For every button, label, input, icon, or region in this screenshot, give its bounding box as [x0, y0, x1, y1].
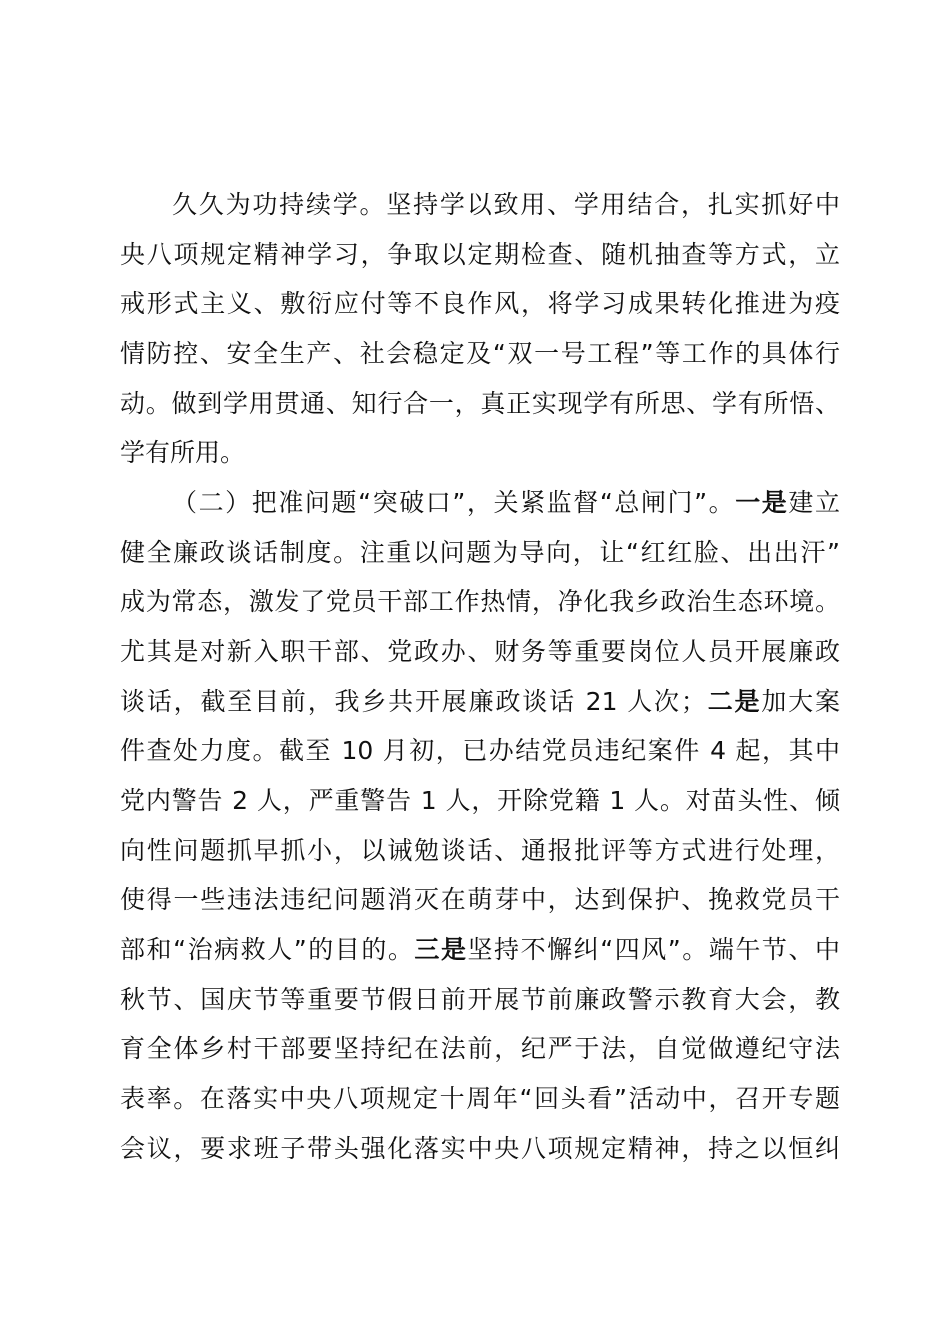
paragraph-1-line-3: 戒形式主义、敷衍应付等不良作风，将学习成果转化推进为疫	[120, 289, 840, 318]
paragraph-2-line-14: 会议，要求班子带头强化落实中央八项规定精神，持之以恒纠	[120, 1134, 840, 1163]
paragraph-1-line-5: 动。做到学用贯通、知行合一，真正实现学有所思、学有所悟、	[120, 389, 840, 418]
paragraph-2-line-13: 表率。在落实中央八项规定十周年“回头看”活动中，召开专题	[120, 1084, 840, 1113]
paragraph-2-line-2: 健全廉政谈话制度。注重以问题为导向，让“红红脸、出出汗”	[120, 538, 840, 567]
line-text: 建立	[788, 488, 840, 517]
paragraph-2-line-11: 秋节、国庆节等重要节假日前开展节前廉政警示教育大会，教	[120, 985, 840, 1014]
paragraph-2-line-6: 件查处力度。截至 10 月初，已办结党员违纪案件 4 起，其中	[120, 736, 840, 765]
bold-marker-first: 一是	[735, 488, 789, 517]
paragraph-2-line-4: 尤其是对新入职干部、党政办、财务等重要岗位人员开展廉政	[120, 637, 840, 666]
bold-marker-second: 二是	[705, 687, 762, 716]
paragraph-1-line-2: 央八项规定精神学习，争取以定期检查、随机抽查等方式，立	[120, 240, 840, 269]
paragraph-1-line-4: 情防控、安全生产、社会稳定及“双一号工程”等工作的具体行	[120, 339, 840, 368]
paragraph-2-line-7: 党内警告 2 人，严重警告 1 人，开除党籍 1 人。对苗头性、倾	[120, 786, 840, 815]
line-text: 部和“治病救人”的目的。	[120, 935, 415, 964]
bold-marker-third: 三是	[414, 935, 468, 964]
line-text: 加大案	[761, 687, 840, 716]
paragraph-2-line-3: 成为常态，激发了党员干部工作热情，净化我乡政治生态环境。	[120, 587, 840, 616]
paragraph-2-line-1	[172, 485, 840, 521]
paragraph-2-line-9: 使得一些违法违纪问题消灭在萌芽中，达到保护、挽救党员干	[120, 885, 840, 914]
section-heading: （二）把准问题“突破口”，关紧监督“总闸门”。	[172, 488, 736, 517]
paragraph-1-line-6: 学有所用。	[120, 438, 246, 467]
paragraph-2-line-10	[120, 932, 840, 968]
paragraph-2-line-8: 向性问题抓早抓小，以诫勉谈话、通报批评等方式进行处理，	[120, 836, 840, 865]
paragraph-1-line-1: 久久为功持续学。坚持学以致用、学用结合，扎实抓好中	[172, 190, 840, 219]
paragraph-2-line-5	[120, 684, 840, 720]
line-text: 谈话，截至目前，我乡共开展廉政谈话 21 人次；	[120, 687, 706, 716]
line-text: 坚持不懈纠“四风”。端午节、中	[467, 935, 840, 964]
paragraph-2-line-12: 育全体乡村干部要坚持纪在法前，纪严于法，自觉做遵纪守法	[120, 1034, 840, 1063]
